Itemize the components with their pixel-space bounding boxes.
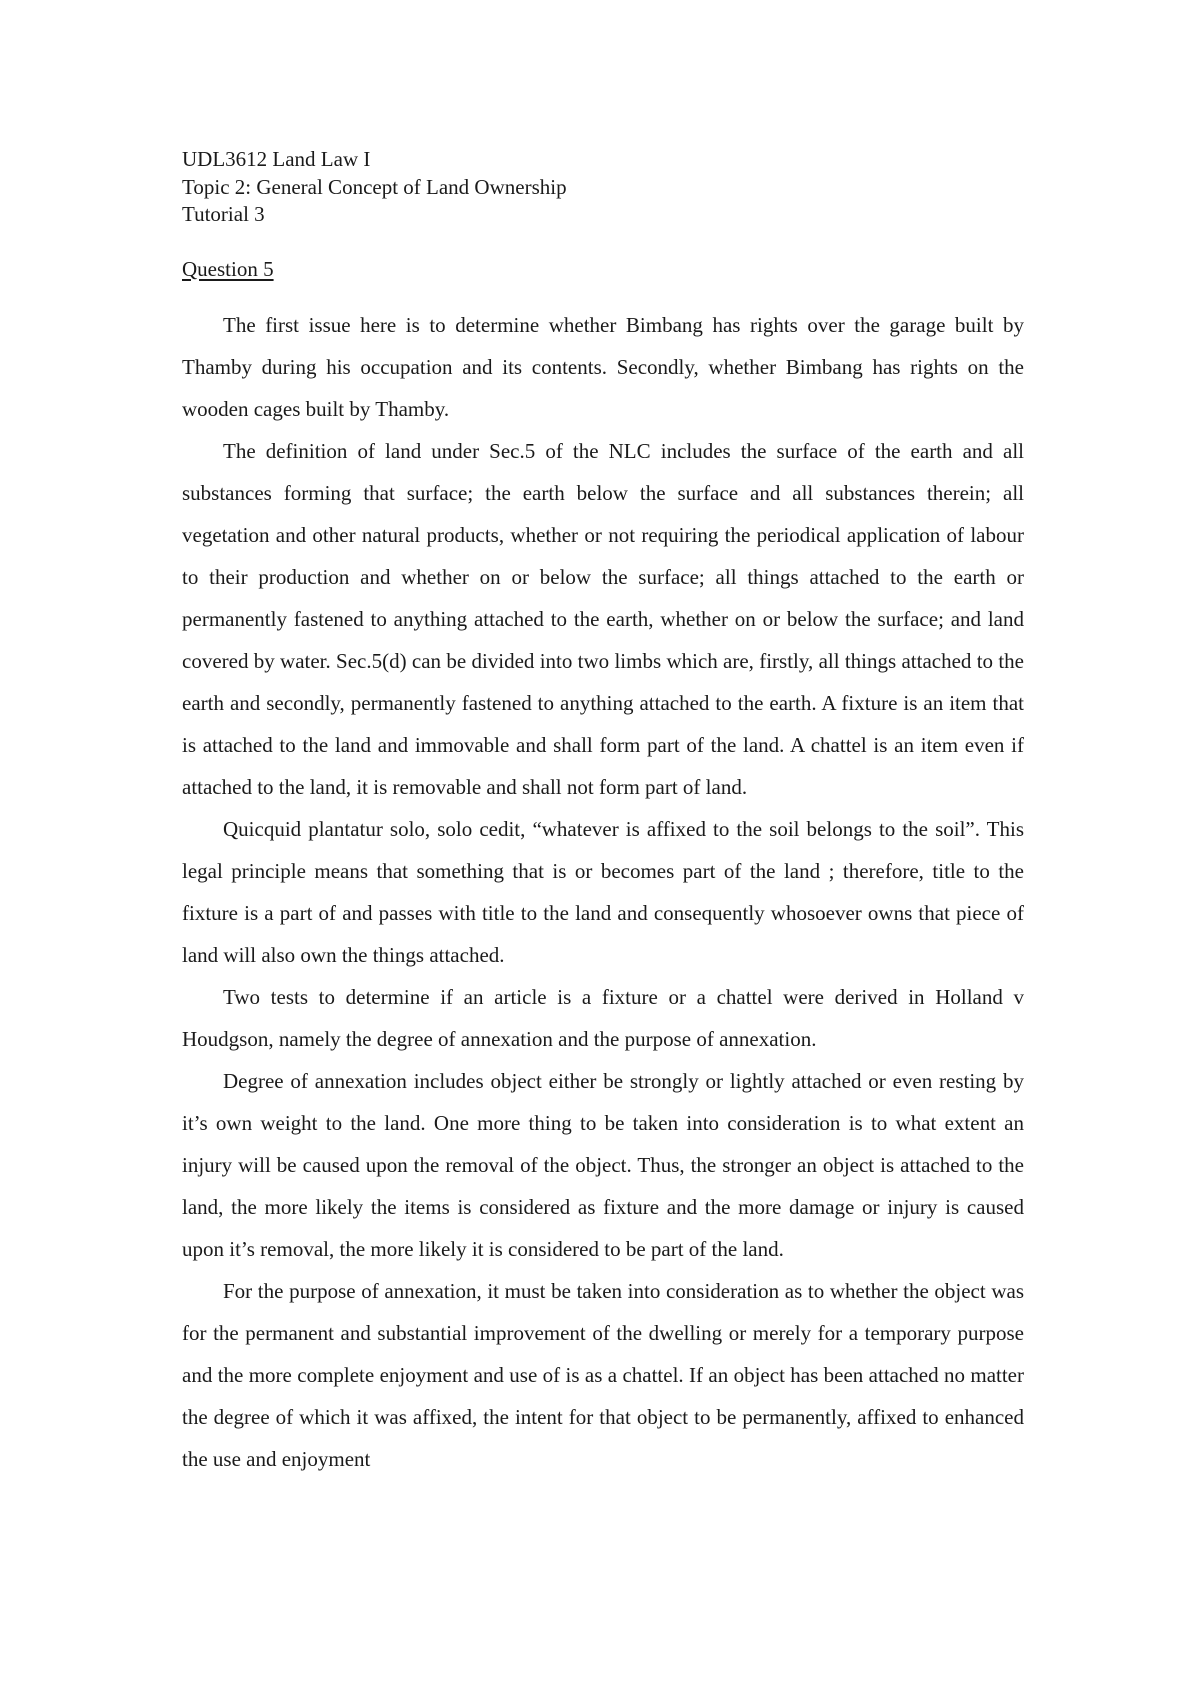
paragraph-issues: The first issue here is to determine whether Bimbang has rights over the garage built by Thamby during his occupation and its contents. Secondly, whether Bimbang has rights on the wooden cages built by Thamby. [182,312,1024,421]
question-heading: Question 5 [182,256,274,281]
paragraph-purpose-of-annexation: For the purpose of annexation, it must be taken into consideration as to whether the object was for the permanent and substantial improvement of the dwelling or merely for a temporary purpose and the more complete enjoyment and use of is as a chattel. If an object has been attached no matter the degree of which it was affixed, the intent for that object to be permanently, affixed to enhanced the use and enjoyment [182,1278,1024,1471]
tutorial-title: Tutorial 3 [182,202,265,226]
paragraph-quicquid-principle: Quicquid plantatur solo, solo cedit, “whatever is affixed to the soil belongs to the soil”. This legal principle means that something that is or becomes part of the land ; therefore, title to the fixture is a part of and passes with title to the land and consequently whosoever owns that piece of land will also own the things attached. [182,816,1024,967]
paragraph-land-definition: The definition of land under Sec.5 of the NLC includes the surface of the earth and all substances forming that surface; the earth below the surface and all substances therein; all vegetation and other natural products, whether or not requiring the periodical application of labour to their production and whether on or below the surface; all things attached to the earth or permanently fastened to anything attached to the earth, whether on or below the surface; and land covered by water. Sec.5(d) can be divided into two limbs which are, firstly, all things attached to the earth and secondly, permanently fastened to anything attached to the earth. A fixture is an item that is attached to the land and immovable and shall form part of the land. A chattel is an item even if attached to the land, it is removable and shall not form part of land. [182,438,1024,799]
course-title: UDL3612 Land Law I [182,147,371,171]
topic-title: Topic 2: General Concept of Land Ownership [182,174,567,199]
answer-body [182,304,1024,1480]
document-page [182,146,1024,1480]
paragraph-degree-of-annexation: Degree of annexation includes object either be strongly or lightly attached or even resting by it’s own weight to the land. One more thing to be taken into consideration is to what extent an injury will be caused upon the removal of the object. Thus, the stronger an object is attached to the land, the more likely the items is considered as fixture and the more damage or injury is caused upon it’s removal, the more likely it is considered to be part of the land. [182,1068,1024,1261]
paragraph-two-tests: Two tests to determine if an article is a fixture or a chattel were derived in Holland v Houdgson, namely the degree of annexation and the purpose of annexation. [182,984,1024,1051]
